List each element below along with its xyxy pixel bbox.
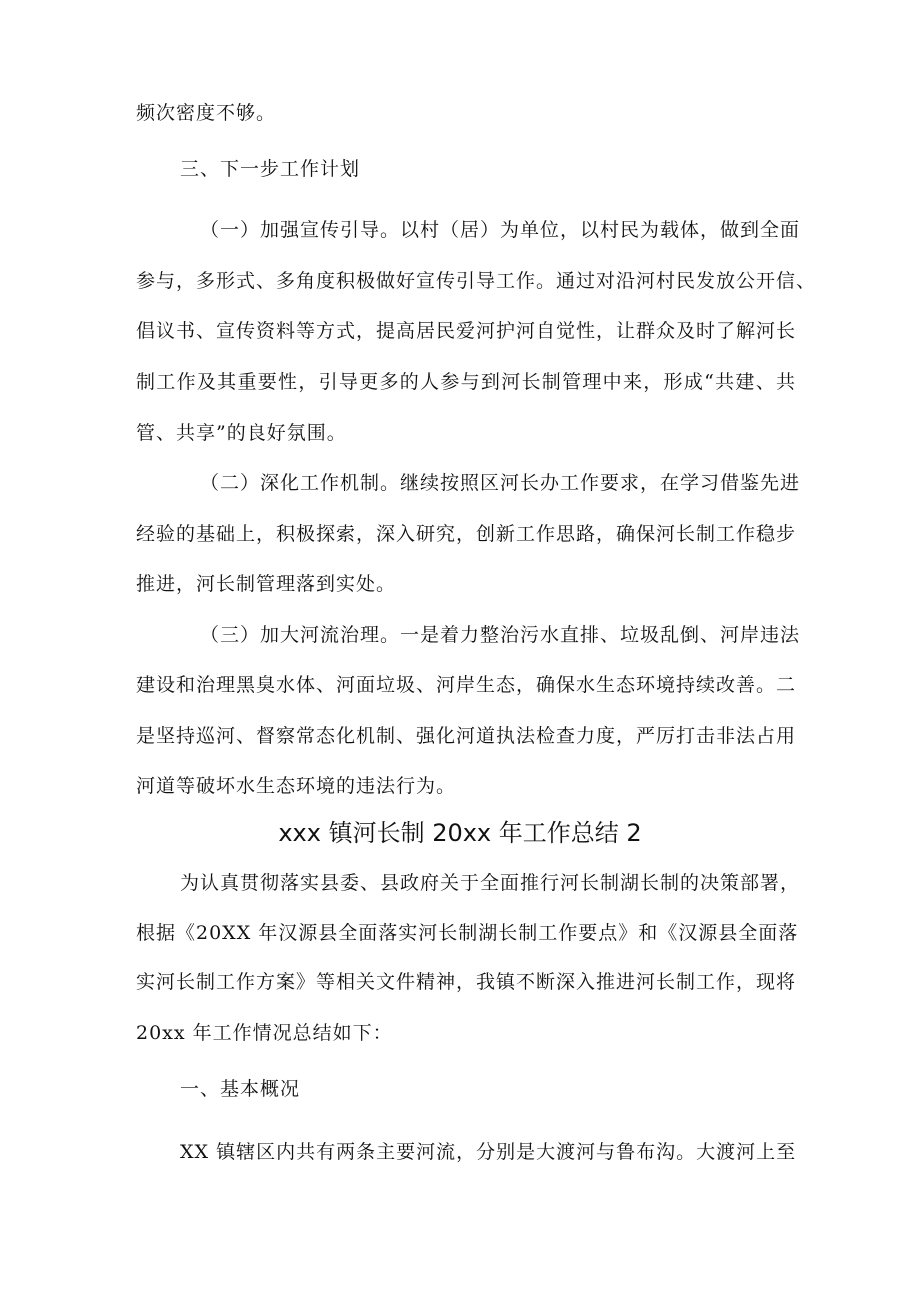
paragraph-line: 河道等破坏水生态环境的违法行为。 — [136, 775, 457, 797]
paragraph-line: 推进，河长制管理落到实处。 — [136, 573, 397, 595]
paragraph-line: （二）深化工作机制。继续按照区河长办工作要求，在学习借鉴先进 — [200, 472, 801, 494]
paragraph-line: 制工作及其重要性，引导更多的人参与到河长制管理中来，形成“共建、共 — [136, 371, 796, 393]
paragraph-line: XX 镇辖区内共有两条主要河流，分别是大渡河与鲁布沟。大渡河上至 — [180, 1141, 797, 1163]
paragraph-line: 实河长制工作方案》等相关文件精神，我镇不断深入推进河长制工作，现将 — [136, 971, 797, 993]
paragraph-line: 是坚持巡河、督察常态化机制、强化河道执法检查力度，严厉打击非法占用 — [136, 725, 797, 747]
paragraph-line: 根据《20XX 年汉源县全面落实河长制湖长制工作要点》和《汉源县全面落 — [136, 922, 799, 944]
paragraph-line: （一）加强宣传引导。以村（居）为单位，以村民为载体，做到全面 — [200, 219, 801, 241]
paragraph-line: 频次密度不够。 — [136, 102, 277, 124]
document-title: xxx 镇河长制 20xx 年工作总结 2 — [278, 819, 642, 847]
paragraph-line: 建设和治理黑臭水体、河面垃圾、河岸生态，确保水生态环境持续改善。二 — [136, 674, 797, 696]
paragraph-line: （三）加大河流治理。一是着力整治污水直排、垃圾乱倒、河岸违法 — [200, 624, 801, 646]
paragraph-line: 经验的基础上，积极探索，深入研究，创新工作思路，确保河长制工作稳步 — [136, 523, 797, 545]
paragraph-line: 倡议书、宣传资料等方式，提高居民爱河护河自觉性，让群众及时了解河长 — [136, 320, 797, 342]
paragraph-line: 管、共享”的良好氛围。 — [136, 422, 347, 444]
paragraph-line: 参与，多形式、多角度积极做好宣传引导工作。通过对沿河村民发放公开信、 — [136, 270, 817, 292]
paragraph-line: 为认真贯彻落实县委、县政府关于全面推行河长制湖长制的决策部署， — [180, 872, 801, 894]
paragraph-line: 20xx 年工作情况总结如下： — [136, 1022, 393, 1044]
section-heading-next-plan: 三、下一步工作计划 — [180, 158, 361, 180]
section-heading-overview: 一、基本概况 — [180, 1078, 301, 1100]
